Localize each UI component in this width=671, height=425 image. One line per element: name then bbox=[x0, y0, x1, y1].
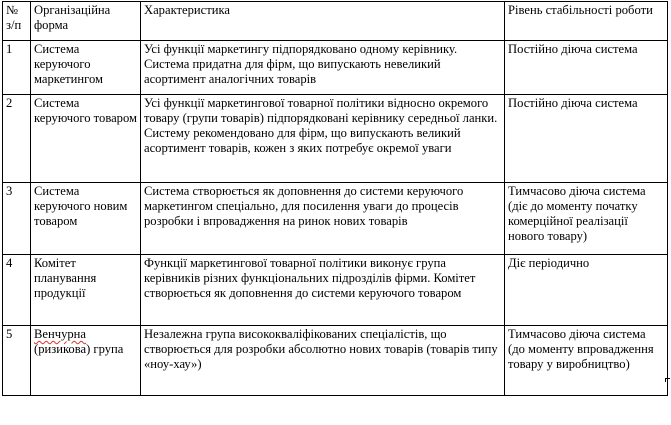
spellcheck-word: Венчурна bbox=[34, 327, 86, 341]
table-row bbox=[3, 95, 668, 183]
row-stability: Діє періодично bbox=[505, 255, 668, 326]
row-description: Усі функції маркетингу підпорядковано одному керівнику. Система придатна для фірм, що випускають невеликий асортимент аналогічних товарів bbox=[141, 41, 505, 95]
header-form: Організаційна форма bbox=[31, 2, 141, 41]
row-form: Система керуючого маркетингом bbox=[31, 41, 141, 95]
table-row bbox=[3, 326, 668, 396]
row-description: Функції маркетингової товарної політики виконує група керівників різних функціональних підрозділів фірми. Комітет створюється як доповнення до системи керуючого товаром bbox=[141, 255, 505, 326]
table-row bbox=[3, 183, 668, 255]
row-stability: Тимчасово діюча система (до моменту впровадження товару у виробництво) bbox=[505, 326, 668, 396]
row-description: Система створюється як доповнення до системи керуючого маркетингом спеціально, для посилення уваги до процесів розробки і впровадження на ринок нових товарів bbox=[141, 183, 505, 255]
row-form-rest: (ризикова) група bbox=[34, 342, 124, 356]
header-row bbox=[3, 2, 668, 41]
row-form: Комітет планування продукції bbox=[31, 255, 141, 326]
row-description: Усі функції маркетингової товарної політики відносно окремого товару (групи товарів) підпорядковані керівнику середньої ланки. Систему рекомендовано для фірм, що випускають великий асортимент товарів, кожен з яких потребує окремої уваги bbox=[141, 95, 505, 183]
row-stability: Постійно діюча система bbox=[505, 41, 668, 95]
header-stability: Рівень стабільності роботи bbox=[505, 2, 668, 41]
row-stability: Постійно діюча система bbox=[505, 95, 668, 183]
table-row bbox=[3, 41, 668, 95]
org-forms-table bbox=[2, 1, 668, 396]
row-stability: Тимчасово діюча система (діє до моменту початку комерційної реалізації нового товару) bbox=[505, 183, 668, 255]
row-num: 2 bbox=[3, 95, 31, 183]
header-description: Характеристика bbox=[141, 2, 505, 41]
table-row bbox=[3, 255, 668, 326]
table-corner-mark bbox=[665, 378, 670, 382]
row-num: 5 bbox=[3, 326, 31, 396]
row-form bbox=[31, 326, 141, 396]
row-num: 4 bbox=[3, 255, 31, 326]
row-form: Система керуючого новим товаром bbox=[31, 183, 141, 255]
row-num: 1 bbox=[3, 41, 31, 95]
row-num: 3 bbox=[3, 183, 31, 255]
row-form: Система керуючого товаром bbox=[31, 95, 141, 183]
header-num: № з/п bbox=[3, 2, 31, 41]
row-description: Незалежна група висококваліфікованих спеціалістів, що створюється для розробки абсолютно нових товарів (товарів типу «ноу-хау») bbox=[141, 326, 505, 396]
